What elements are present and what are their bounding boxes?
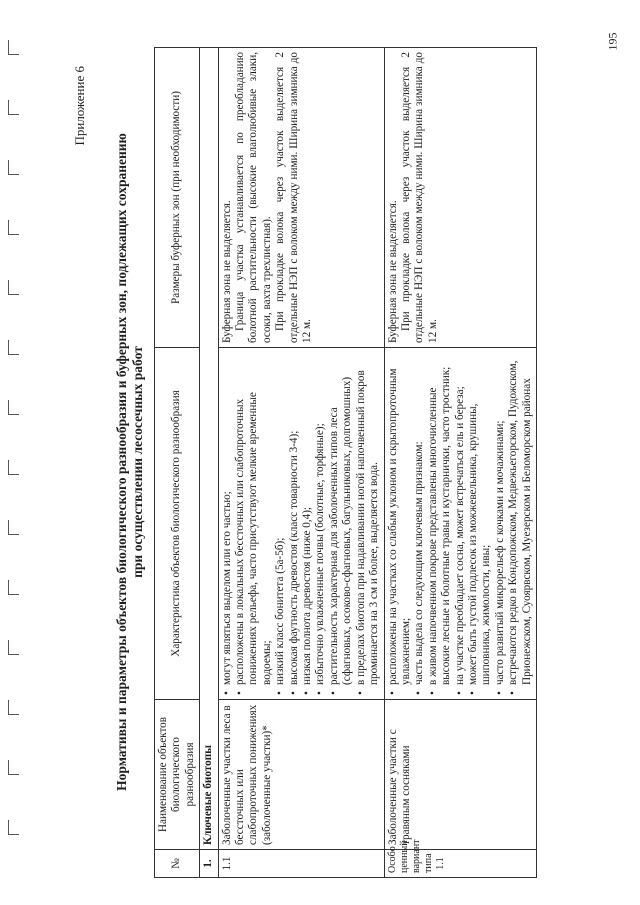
feature-item: • избыточно увлажненные почвы (болотные, торфяные); <box>314 352 327 695</box>
feature-item: • в живом напочвенном покрове представлены многочисленные высокие лесные и болотные травы и кустарнички, часто тростник; <box>427 352 454 695</box>
feature-item: • низкая полнота древостоя (ниже 0,4); <box>301 352 314 695</box>
feature-item: • часто развитый микрорельеф с кочками и мочажинами; <box>494 352 507 695</box>
section-num: 1. <box>200 850 218 878</box>
binding-mark <box>8 40 19 55</box>
table-header-row <box>155 48 200 878</box>
binding-mark <box>8 460 19 475</box>
binding-mark <box>8 640 19 655</box>
table-row <box>218 48 384 878</box>
header-name: Наименование объектов биологического разнообразия <box>155 700 200 850</box>
row-features <box>218 348 384 700</box>
row-features <box>384 348 536 700</box>
table-row <box>384 48 536 878</box>
feature-item: • расположены в локальных бессточных или слабопроточных понижениях рельефа, часто присутствуют мелкие временные водоемы; <box>234 352 274 695</box>
row-buffer <box>384 48 536 348</box>
feature-item: • высокая фаутность древостоя (класс товарности 3-4); <box>288 352 301 695</box>
buffer-text: Буферная зона не выделяется. <box>220 200 233 343</box>
row-num: 1.1 <box>218 850 384 878</box>
row-name: Заболоченные участки леса в бессточных или слабопроточных понижениях (заболоченные участки)* <box>218 700 384 850</box>
feature-item: • растительность характерная для заболоченных типов леса (сфагновых, осоково-сфагновых, багульниковых, долгомошных) <box>328 352 355 695</box>
binding-mark <box>8 160 19 175</box>
section-label: Ключевые биотопы <box>200 48 218 850</box>
feature-item: • на участке преобладает сосна, может встречаться ель и береза; <box>454 352 467 695</box>
binding-mark <box>8 580 19 595</box>
feature-item: • расположены на участках со слабым уклоном и скрытопроточным увлажнением; <box>387 352 414 695</box>
buffer-text: Буферная зона не выделяется. <box>386 200 399 343</box>
buffer-text: При прокладке волока через участок выделяется 2 отдельные НЭП с волоком между ними. Ширина зимника до 12 м. <box>274 52 314 343</box>
header-buffer: Размеры буферных зон (при необходимости) <box>155 48 200 348</box>
binding-mark <box>8 220 19 235</box>
row-name: Заболоченные участки с травяным сосняками <box>384 700 536 850</box>
rotated-page <box>70 42 635 882</box>
binding-mark <box>8 100 19 115</box>
binding-mark <box>8 520 19 535</box>
buffer-text: Граница участка устанавливается по преобладанию болотной растительности (высокие влаголюбивые злаки, осоки, вахта трехлистная). <box>234 52 273 343</box>
binding-mark <box>8 820 19 835</box>
feature-item: • встречаются редко в Кондопожском, Медвежьегорском, Пудожском, Прионежском, Суоярвском, Муезерском и Беломорском районах <box>507 352 534 695</box>
feature-item: • в пределах биотопа при надавливании ногой напочвенный покров проминается на 3 см и более, выделяется вода. <box>355 352 382 695</box>
binding-mark <box>8 700 19 715</box>
binding-mark <box>8 400 19 415</box>
feature-item: • могут являться выделом или его частью; <box>221 352 234 695</box>
binding-mark <box>8 340 19 355</box>
feature-item: • может быть густой подлесок из можжевельника, крушины, шиповника, жимолости, ивы; <box>467 352 494 695</box>
document-title <box>114 42 146 882</box>
section-row <box>200 48 218 878</box>
binding-margin <box>0 0 40 905</box>
binding-mark <box>8 760 19 775</box>
row-buffer <box>218 48 384 348</box>
title-line-2: при осуществлении лесосечных работ <box>130 346 145 578</box>
buffer-text: При прокладке волока через участок выделяется 2 отдельные НЭП с волоком между ними. Ширина зимника до 12 м. <box>399 52 439 343</box>
title-line-1: Нормативы и параметры объектов биологического разнообразия и буферных зон, подлежащих сохранению <box>114 133 129 791</box>
row-num: Особо ценный вариант типа 1.1 <box>384 850 536 878</box>
appendix-label: Приложение 6 <box>72 66 87 146</box>
biodiversity-table <box>154 47 537 878</box>
header-characteristics: Характеристика объектов биологического разнообразия <box>155 348 200 700</box>
page-number: 195 <box>605 32 620 51</box>
feature-item: • низкий класс бонитета (5а-5б); <box>274 352 287 695</box>
binding-mark <box>8 280 19 295</box>
header-num: № <box>155 850 200 878</box>
feature-item: • часть выдела со следующим ключевым признаком: <box>413 352 426 695</box>
